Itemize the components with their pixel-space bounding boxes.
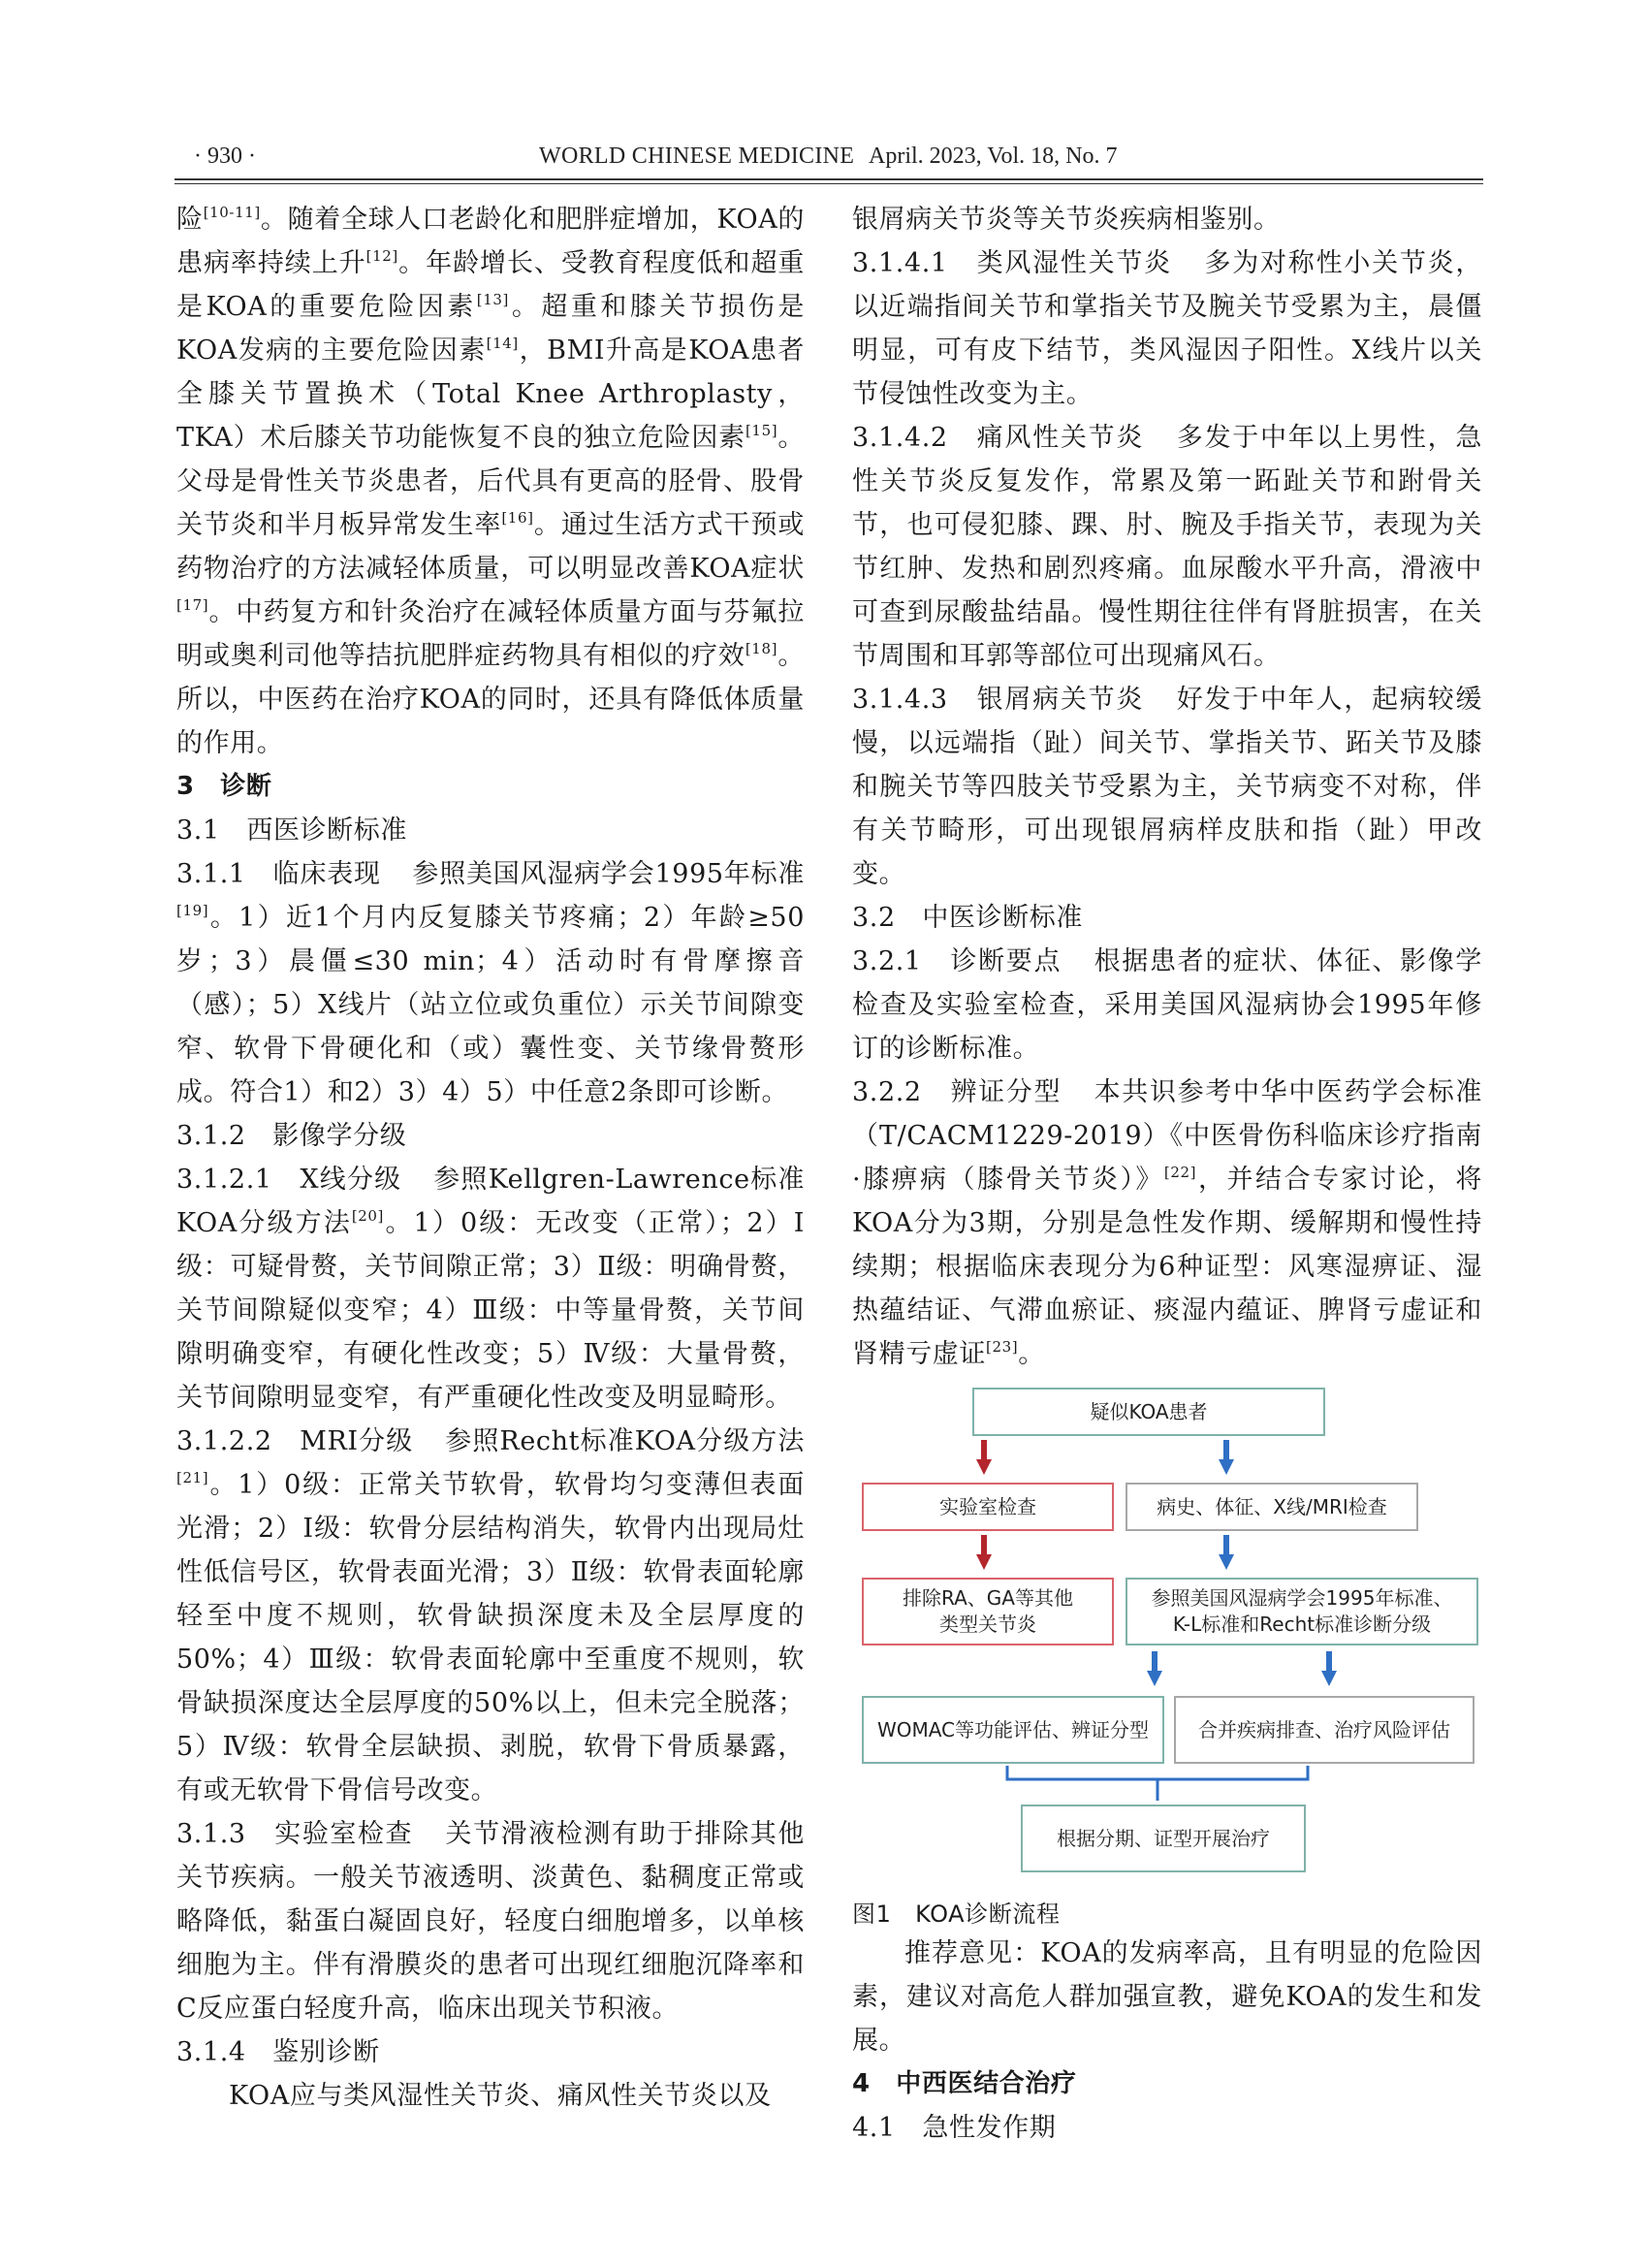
paragraph-3-1-2-2: 3.1.2.2 MRI分级 参照Recht标准KOA分级方法[21]。1）0级：正常关节软骨，软骨均匀变薄但表面光滑；2）Ⅰ级：软骨分层结构消失，软骨内出现局灶性低信号区，软骨表面光滑；3）Ⅱ级：软骨表面轮廓轻至中度不规则，软骨缺损深度未及全层厚度的50%；4）Ⅲ级：软骨表面轮廓中至重度不规则，软骨缺损深度达全层厚度的50%以上，但未完全脱落；5）Ⅳ级：软骨全层缺损、剥脱，软骨下骨质暴露，有或无软骨下骨信号改变。 <box>176 1426 805 1805</box>
citation[interactable]: [14] <box>486 335 519 352</box>
citation[interactable]: [13] <box>476 291 509 308</box>
box-suspected-patient: 疑似KOA患者 <box>972 1388 1325 1436</box>
paragraph-3-2-2: 3.2.2 辨证分型 本共识参考中华中医药学会标准（T/CACM1229-2019）《中医骨伤科临床诊疗指南·膝痹病（膝骨关节炎）》[22]，并结合专家讨论，将KOA分为3期，分别是急性发作期、缓解期和慢性持续期；根据临床表现分为6种证型：风寒湿痹证、湿热蕴结证、气滞血瘀证、痰湿内蕴证、脾肾亏虚证和肾精亏虚证[23]。 <box>852 1077 1482 1369</box>
citation[interactable]: [16] <box>501 509 534 527</box>
header-rule <box>174 178 1483 180</box>
right-column <box>852 198 1482 2150</box>
paragraph-continued: 银屑病关节炎等关节炎疾病相鉴别。 <box>852 205 1281 235</box>
citation[interactable]: [23] <box>986 1338 1019 1356</box>
paragraph-3-1-4-2: 3.1.4.2 痛风性关节炎 多发于中年以上男性，急性关节炎反复发作，常累及第一跖趾关节和跗骨关节，也可侵犯膝、踝、肘、腕及手指关节，表现为关节红肿、发热和剧烈疼痛。血尿酸水平升高，滑液中可查到尿酸盐结晶。慢性期往往伴有肾脏损害，在关节周围和耳郭等部位可出现痛风石。 <box>852 423 1482 671</box>
bracket-connector <box>862 1764 1473 1803</box>
box-grading-standards: 参照美国风湿病学会1995年标准、 K-L标准和Recht标准诊断分级 <box>1126 1578 1478 1645</box>
subsection-heading-3-1-4: 3.1.4 鉴别诊断 <box>176 2037 380 2067</box>
recommendation: 推荐意见：KOA的发病率高，且有明显的危险因素，建议对高危人群加强宣教，避免KOA的发生和发展。 <box>852 1938 1482 2056</box>
paragraph-3-1-3: 3.1.3 实验室检查 关节滑液检测有助于排除其他关节疾病。一般关节液透明、淡黄色、黏稠度正常或略降低，黏蛋白凝固良好，轻度白细胞增多，以单核细胞为主。伴有滑膜炎的患者可出现红细胞沉降率和C反应蛋白轻度升高，临床出现关节积液。 <box>176 1819 805 2024</box>
paragraph-3-1-4-1: 3.1.4.1 类风湿性关节炎 多为对称性小关节炎，以近端指间关节和掌指关节及腕关节受累为主，晨僵明显，可有皮下结节，类风湿因子阳性。X线片以关节侵蚀性改变为主。 <box>852 248 1482 409</box>
citation[interactable]: [19] <box>176 902 209 919</box>
issue-info: April. 2023, Vol. 18, No. 7 <box>869 144 1118 169</box>
citation[interactable]: [15] <box>745 422 778 439</box>
subsection-heading-3-1-2: 3.1.2 影像学分级 <box>176 1121 407 1151</box>
diagnosis-flowchart <box>852 1388 1482 1897</box>
citation[interactable]: [10-11] <box>203 204 261 221</box>
box-exclude-other-arthritis: 排除RA、GA等其他 类型关节炎 <box>862 1578 1114 1645</box>
subsection-heading-3-1: 3.1 西医诊断标准 <box>176 815 407 846</box>
subsection-heading-4-1: 4.1 急性发作期 <box>852 2113 1057 2143</box>
left-column <box>176 198 805 2118</box>
arrow-down-blue <box>1147 1651 1162 1686</box>
section-heading-3: 3 诊断 <box>176 772 272 801</box>
box-comorbidity-risk: 合并疾病排查、治疗风险评估 <box>1174 1696 1475 1764</box>
arrow-down-red <box>976 1440 992 1475</box>
box-treatment: 根据分期、证型开展治疗 <box>1021 1805 1306 1872</box>
header-rule-thin <box>174 183 1483 184</box>
box-history-imaging: 病史、体征、X线/MRI检查 <box>1126 1483 1418 1531</box>
citation[interactable]: [20] <box>351 1207 385 1225</box>
box-womac-syndrome: WOMAC等功能评估、辨证分型 <box>862 1696 1164 1764</box>
arrow-down-blue <box>1219 1535 1234 1570</box>
citation[interactable]: [21] <box>176 1469 209 1486</box>
section-heading-4: 4 中西医结合治疗 <box>852 2069 1077 2098</box>
paragraph-3-1-4-3: 3.1.4.3 银屑病关节炎 好发于中年人，起病较缓慢，以远端指（趾）间关节、掌指关节、跖关节及膝和腕关节等四肢关节受累为主，关节病变不对称，伴有关节畸形，可出现银屑病样皮肤和指（趾）甲改变。 <box>852 685 1482 889</box>
citation[interactable]: [17] <box>176 596 209 614</box>
arrow-down-red <box>976 1535 992 1570</box>
citation[interactable]: [18] <box>745 640 778 657</box>
paragraph-risk-factors: 险[10-11]。随着全球人口老龄化和肥胖症增加，KOA的患病率持续上升[12]。年龄增长、受教育程度低和超重是KOA的重要危险因素[13]。超重和膝关节损伤是KOA发病的主要危险因素[14]，BMI升高是KOA患者全膝关节置换术（Total Knee Arthroplasty，TKA）术后膝关节功能恢复不良的独立危险因素[15]。父母是骨性关节炎患者，后代具有更高的胫骨、股骨关节炎和半月板异常发生率[16]。通过生活方式干预或药物治疗的方法减轻体质量，可以明显改善KOA症状[17]。中药复方和针灸治疗在减轻体质量方面与芬氟拉明或奥利司他等拮抗肥胖症药物具有相似的疗效[18]。所以，中医药在治疗KOA的同时，还具有降低体质量的作用。 <box>176 204 806 758</box>
page-number: · 930 · <box>194 144 256 169</box>
journal-title: WORLD CHINESE MEDICINE <box>539 144 855 169</box>
subsection-heading-3-2: 3.2 中医诊断标准 <box>852 903 1083 933</box>
paragraph-3-1-2-1: 3.1.2.1 X线分级 参照Kellgren-Lawrence标准KOA分级方法[20]。1）0级：无改变（正常）；2）Ⅰ级：可疑骨赘，关节间隙正常；3）Ⅱ级：明确骨赘，关节间隙疑似变窄；4）Ⅲ级：中等量骨赘，关节间隙明确变窄，有硬化性改变；5）Ⅳ级：大量骨赘，关节间隙明显变窄，有严重硬化性改变及明显畸形。 <box>176 1165 805 1413</box>
figure-caption: 图1 KOA诊断流程 <box>852 1901 1061 1928</box>
paragraph-3-1-1: 3.1.1 临床表现 参照美国风湿病学会1995年标准[19]。1）近1个月内反复膝关节疼痛；2）年龄≥50岁；3）晨僵≤30 min；4）活动时有骨摩擦音（感）；5）X线片（站立位或负重位）示关节间隙变窄、软骨下骨硬化和（或）囊性变、关节缘骨赘形成。符合1）和2）3）4）5）中任意2条即可诊断。 <box>176 859 806 1107</box>
box-lab-test: 实验室检查 <box>862 1483 1114 1531</box>
arrow-down-blue <box>1219 1440 1234 1475</box>
paragraph-3-2-1: 3.2.1 诊断要点 根据患者的症状、体征、影像学检查及实验室检查，采用美国风湿病协会1995年修订的诊断标准。 <box>852 946 1482 1064</box>
arrow-down-blue <box>1321 1651 1337 1686</box>
citation[interactable]: [12] <box>365 247 398 265</box>
running-header <box>174 138 1483 176</box>
paragraph-3-1-4: KOA应与类风湿性关节炎、痛风性关节炎以及 <box>229 2081 772 2111</box>
citation[interactable]: [22] <box>1163 1164 1197 1181</box>
